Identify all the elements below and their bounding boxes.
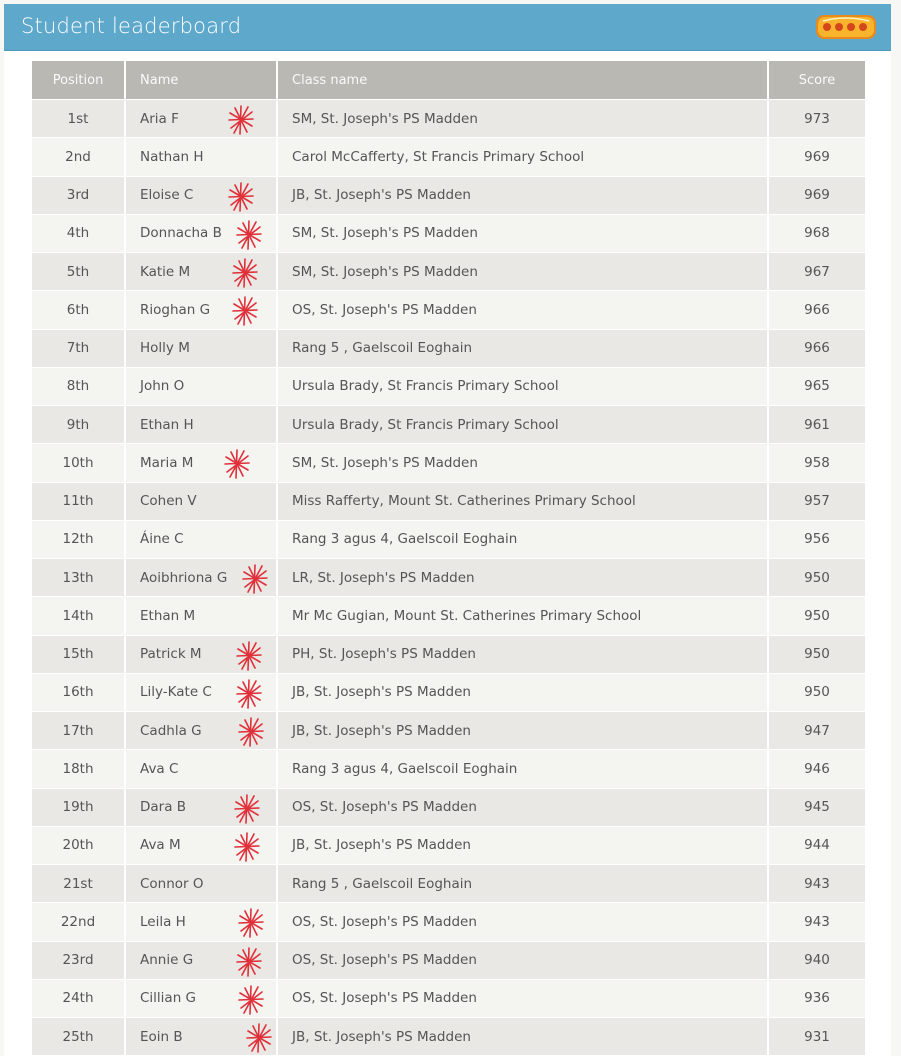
position-cell: 3rd	[32, 176, 126, 214]
class-name-cell: Ursula Brady, St Francis Primary School	[278, 367, 769, 405]
name-cell	[126, 596, 278, 634]
page-title: Student leaderboard	[21, 14, 242, 38]
asterisk-mark-icon	[230, 257, 260, 289]
position-cell: 14th	[32, 596, 126, 634]
table-row[interactable]	[32, 902, 865, 940]
class-name-cell: JB, St. Joseph's PS Madden	[278, 711, 769, 749]
score-cell: 947	[769, 711, 865, 749]
table-row[interactable]	[32, 941, 865, 979]
score-cell: 968	[769, 214, 865, 252]
column-header-score[interactable]: Score	[769, 61, 865, 99]
score-cell: 931	[769, 1017, 865, 1055]
name-cell	[126, 137, 278, 175]
column-header-class-name[interactable]: Class name	[278, 61, 769, 99]
table-row[interactable]	[32, 826, 865, 864]
student-name: Maria M	[140, 454, 194, 471]
score-cell: 966	[769, 329, 865, 367]
leaderboard-header	[4, 4, 891, 51]
position-cell: 7th	[32, 329, 126, 367]
student-name: Donnacha B	[140, 225, 222, 242]
class-name-cell: SM, St. Joseph's PS Madden	[278, 214, 769, 252]
score-cell: 950	[769, 635, 865, 673]
position-cell: 25th	[32, 1017, 126, 1055]
position-cell: 21st	[32, 864, 126, 902]
table-row[interactable]	[32, 252, 865, 290]
leaderboard-panel	[4, 51, 891, 1056]
table-row[interactable]	[32, 1017, 865, 1055]
position-cell: 9th	[32, 405, 126, 443]
asterisk-mark-icon	[234, 678, 264, 710]
student-name: Eloise C	[140, 187, 194, 204]
class-name-cell: Mr Mc Gugian, Mount St. Catherines Primary School	[278, 596, 769, 634]
table-row[interactable]	[32, 482, 865, 520]
asterisk-mark-icon	[222, 448, 252, 480]
table-row[interactable]	[32, 329, 865, 367]
class-name-cell: LR, St. Joseph's PS Madden	[278, 558, 769, 596]
class-name-cell: SM, St. Joseph's PS Madden	[278, 443, 769, 481]
asterisk-mark-icon	[226, 181, 256, 213]
class-name-cell: Ursula Brady, St Francis Primary School	[278, 405, 769, 443]
class-name-cell: JB, St. Joseph's PS Madden	[278, 826, 769, 864]
student-name: Katie M	[140, 263, 191, 280]
score-cell: 958	[769, 443, 865, 481]
student-name: Nathan H	[140, 148, 204, 165]
score-cell: 943	[769, 864, 865, 902]
table-row[interactable]	[32, 443, 865, 481]
score-cell: 944	[769, 826, 865, 864]
score-cell: 940	[769, 941, 865, 979]
student-name: Leila H	[140, 913, 186, 930]
score-cell: 969	[769, 176, 865, 214]
table-row[interactable]	[32, 635, 865, 673]
class-name-cell: JB, St. Joseph's PS Madden	[278, 176, 769, 214]
name-cell	[126, 826, 278, 864]
position-cell: 22nd	[32, 902, 126, 940]
leaderboard-table	[32, 61, 865, 1055]
table-row[interactable]	[32, 673, 865, 711]
position-cell: 20th	[32, 826, 126, 864]
position-cell: 18th	[32, 749, 126, 787]
asterisk-mark-icon	[236, 716, 266, 748]
name-cell	[126, 788, 278, 826]
table-row[interactable]	[32, 137, 865, 175]
name-cell	[126, 1017, 278, 1055]
name-cell	[126, 329, 278, 367]
name-cell	[126, 902, 278, 940]
student-name: Cohen V	[140, 493, 197, 510]
score-cell: 956	[769, 520, 865, 558]
asterisk-mark-icon	[240, 563, 270, 595]
student-name: Áine C	[140, 531, 184, 548]
student-name: Holly M	[140, 340, 190, 357]
position-cell: 23rd	[32, 941, 126, 979]
name-cell	[126, 941, 278, 979]
asterisk-mark-icon	[230, 295, 260, 327]
name-cell	[126, 979, 278, 1017]
position-cell: 19th	[32, 788, 126, 826]
name-cell	[126, 482, 278, 520]
asterisk-mark-icon	[234, 640, 264, 672]
class-name-cell: Carol McCafferty, St Francis Primary School	[278, 137, 769, 175]
position-cell: 10th	[32, 443, 126, 481]
score-cell: 950	[769, 558, 865, 596]
score-cell: 969	[769, 137, 865, 175]
class-name-cell: Miss Rafferty, Mount St. Catherines Primary School	[278, 482, 769, 520]
table-row[interactable]	[32, 558, 865, 596]
student-name: Eoin B	[140, 1028, 183, 1045]
position-cell: 1st	[32, 99, 126, 137]
class-name-cell: JB, St. Joseph's PS Madden	[278, 673, 769, 711]
name-cell	[126, 558, 278, 596]
class-name-cell: Rang 5 , Gaelscoil Eoghain	[278, 329, 769, 367]
asterisk-mark-icon	[234, 946, 264, 978]
position-cell: 5th	[32, 252, 126, 290]
student-name: Rioghan G	[140, 301, 211, 318]
score-cell: 966	[769, 290, 865, 328]
score-cell: 950	[769, 673, 865, 711]
asterisk-mark-icon	[244, 1022, 274, 1054]
table-row[interactable]	[32, 214, 865, 252]
class-name-cell: PH, St. Joseph's PS Madden	[278, 635, 769, 673]
name-cell	[126, 635, 278, 673]
asterisk-mark-icon	[232, 831, 262, 863]
position-cell: 4th	[32, 214, 126, 252]
class-name-cell: OS, St. Joseph's PS Madden	[278, 902, 769, 940]
name-cell	[126, 673, 278, 711]
name-cell	[126, 367, 278, 405]
name-cell	[126, 711, 278, 749]
table-row[interactable]	[32, 979, 865, 1017]
name-cell	[126, 290, 278, 328]
student-name: Aoibhriona G	[140, 569, 228, 586]
student-name: Ava M	[140, 837, 181, 854]
name-cell	[126, 520, 278, 558]
name-cell	[126, 443, 278, 481]
student-name: Cillian G	[140, 990, 197, 1007]
class-name-cell: SM, St. Joseph's PS Madden	[278, 99, 769, 137]
student-name: Lily-Kate C	[140, 684, 212, 701]
score-cell: 945	[769, 788, 865, 826]
student-name: Dara B	[140, 799, 187, 816]
table-row[interactable]	[32, 405, 865, 443]
score-cell: 957	[769, 482, 865, 520]
position-cell: 17th	[32, 711, 126, 749]
name-cell	[126, 749, 278, 787]
student-name: Ethan H	[140, 416, 194, 433]
student-name: Connor O	[140, 875, 204, 892]
sumdog-logo[interactable]	[815, 12, 877, 42]
name-cell	[126, 864, 278, 902]
student-name: Ethan M	[140, 607, 196, 624]
table-row[interactable]	[32, 749, 865, 787]
name-cell	[126, 176, 278, 214]
column-header-position[interactable]: Position	[32, 61, 126, 99]
asterisk-mark-icon	[232, 793, 262, 825]
asterisk-mark-icon	[236, 984, 266, 1016]
table-header-row	[32, 61, 865, 99]
position-cell: 24th	[32, 979, 126, 1017]
table-row[interactable]	[32, 788, 865, 826]
class-name-cell: OS, St. Joseph's PS Madden	[278, 979, 769, 1017]
student-name: Ava C	[140, 760, 179, 777]
name-cell	[126, 405, 278, 443]
class-name-cell: OS, St. Joseph's PS Madden	[278, 788, 769, 826]
position-cell: 16th	[32, 673, 126, 711]
student-name: Patrick M	[140, 646, 202, 663]
score-cell: 936	[769, 979, 865, 1017]
position-cell: 12th	[32, 520, 126, 558]
column-header-name[interactable]: Name	[126, 61, 278, 99]
score-cell: 967	[769, 252, 865, 290]
score-cell: 961	[769, 405, 865, 443]
table-row[interactable]	[32, 176, 865, 214]
student-name: John O	[140, 378, 185, 395]
position-cell: 13th	[32, 558, 126, 596]
position-cell: 6th	[32, 290, 126, 328]
table-row[interactable]	[32, 864, 865, 902]
table-row[interactable]	[32, 99, 865, 137]
student-name: Aria F	[140, 110, 179, 127]
asterisk-mark-icon	[226, 104, 256, 136]
score-cell: 946	[769, 749, 865, 787]
table-row[interactable]	[32, 290, 865, 328]
position-cell: 15th	[32, 635, 126, 673]
class-name-cell: Rang 3 agus 4, Gaelscoil Eoghain	[278, 749, 769, 787]
table-row[interactable]	[32, 520, 865, 558]
table-row[interactable]	[32, 596, 865, 634]
class-name-cell: Rang 5 , Gaelscoil Eoghain	[278, 864, 769, 902]
class-name-cell: JB, St. Joseph's PS Madden	[278, 1017, 769, 1055]
score-cell: 950	[769, 596, 865, 634]
score-cell: 973	[769, 99, 865, 137]
position-cell: 2nd	[32, 137, 126, 175]
score-cell: 965	[769, 367, 865, 405]
table-row[interactable]	[32, 711, 865, 749]
name-cell	[126, 214, 278, 252]
student-name: Cadhla G	[140, 722, 202, 739]
class-name-cell: SM, St. Joseph's PS Madden	[278, 252, 769, 290]
name-cell	[126, 99, 278, 137]
class-name-cell: OS, St. Joseph's PS Madden	[278, 290, 769, 328]
name-cell	[126, 252, 278, 290]
asterisk-mark-icon	[234, 219, 264, 251]
score-cell: 943	[769, 902, 865, 940]
asterisk-mark-icon	[236, 907, 266, 939]
class-name-cell: OS, St. Joseph's PS Madden	[278, 941, 769, 979]
class-name-cell: Rang 3 agus 4, Gaelscoil Eoghain	[278, 520, 769, 558]
position-cell: 11th	[32, 482, 126, 520]
table-row[interactable]	[32, 367, 865, 405]
position-cell: 8th	[32, 367, 126, 405]
student-name: Annie G	[140, 952, 194, 969]
